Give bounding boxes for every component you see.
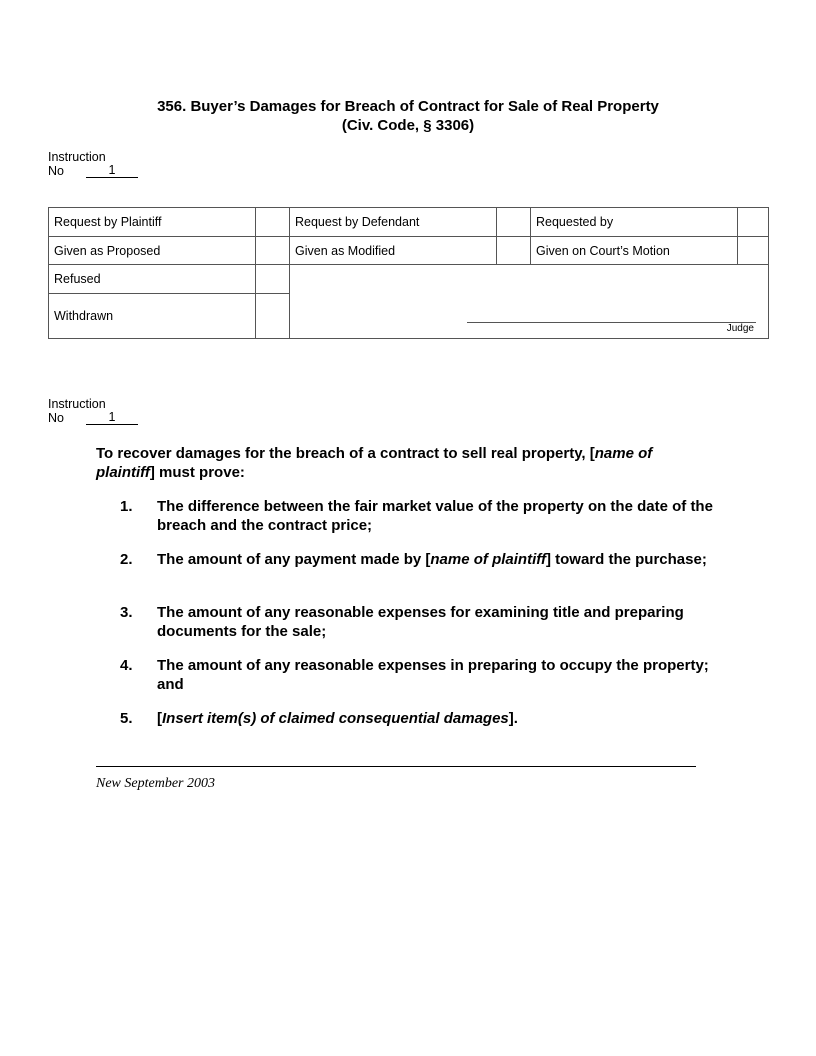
instruction-label-2: Instruction [48, 397, 106, 411]
judge-signature-line[interactable] [467, 322, 756, 323]
item-text: The difference between the fair market value of the property on the date of the breach and the contract price; [157, 498, 713, 534]
item-number: 5. [120, 710, 133, 727]
instruction-number-2: 1 [86, 411, 138, 425]
item-number: 3. [120, 604, 133, 621]
intro-placeholder: name of plaintiff [96, 445, 653, 481]
given-as-modified-checkbox[interactable] [497, 237, 530, 264]
instruction-label: Instruction [48, 150, 106, 164]
request-by-defendant-label: Request by Defendant [295, 215, 420, 229]
element-item-1 [120, 497, 730, 535]
element-item-3 [120, 603, 730, 641]
item-text: The amount of any reasonable expenses in preparing to occupy the property; and [157, 657, 709, 693]
request-by-plaintiff-label: Request by Plaintiff [54, 215, 162, 229]
footer-divider [96, 766, 696, 767]
withdrawn-checkbox[interactable] [256, 294, 289, 338]
requested-by-label: Requested by [536, 215, 614, 229]
element-item-5 [120, 709, 730, 728]
item-number: 4. [120, 657, 133, 674]
given-on-courts-motion-label: Given on Court’s Motion [536, 243, 670, 258]
withdrawn-label: Withdrawn [54, 309, 114, 323]
request-by-plaintiff-checkbox[interactable] [256, 208, 289, 236]
instruction-number: 1 [86, 164, 138, 178]
requested-by-checkbox[interactable] [738, 208, 768, 236]
document-title: 356. Buyer’s Damages for Breach of Contract for Sale of Real Property [157, 98, 659, 115]
given-as-proposed-label: Given as Proposed [54, 243, 161, 258]
instruction-disposition-form [48, 207, 769, 339]
document-subtitle: (Civ. Code, § 3306) [341, 117, 475, 134]
instruction-number-block-2 [48, 397, 138, 425]
instruction-intro [96, 444, 706, 482]
item-placeholder: name of plaintiff [430, 551, 546, 568]
given-as-proposed-checkbox[interactable] [256, 237, 289, 264]
item-number: 1. [120, 498, 133, 515]
instruction-number-block [48, 150, 138, 178]
judge-label: Judge [726, 323, 754, 334]
item-text: [Insert item(s) of claimed consequential damages]. [157, 710, 518, 727]
item-text: The amount of any payment made by [name of plaintiff] toward the purchase; [157, 551, 707, 568]
refused-label: Refused [54, 272, 101, 286]
refused-checkbox[interactable] [256, 265, 289, 293]
item-number: 2. [120, 551, 133, 568]
request-by-defendant-checkbox[interactable] [497, 208, 530, 236]
no-label-2: No [48, 411, 64, 425]
element-item-4 [120, 656, 730, 694]
given-on-courts-motion-checkbox[interactable] [738, 237, 768, 264]
intro-text-b: ] must prove: [149, 464, 245, 481]
given-as-modified-label: Given as Modified [295, 243, 396, 258]
revision-note: New September 2003 [96, 776, 215, 791]
item-placeholder: Insert item(s) of claimed consequential damages [162, 710, 509, 727]
no-label: No [48, 164, 64, 178]
intro-text-a: To recover damages for the breach of a contract to sell real property, [ [96, 445, 595, 462]
element-item-2 [120, 550, 730, 569]
item-text: The amount of any reasonable expenses for examining title and preparing documents for the sale; [157, 604, 684, 640]
